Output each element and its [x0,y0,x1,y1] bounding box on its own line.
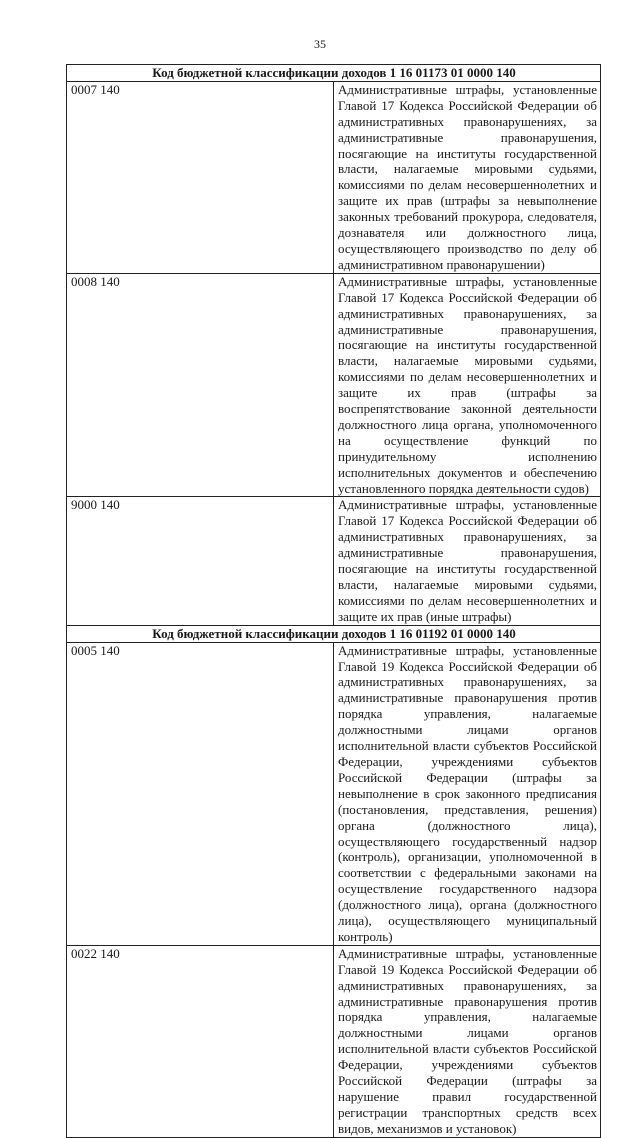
row-description: Административные штрафы, установленные Главой 19 Кодекса Российской Федерации об административных правонарушениях, за административные правонарушения против порядка управления, налагаемые должностными лицами органов исполнительной власти субъектов Российской Федерации, учреждениями субъектов Российской Федерации (штрафы за нарушение правил государственной регистрации транспортных средств всех видов, механизмов и установок) [334,945,601,1137]
row-description: Административные штрафы, установленные Главой 17 Кодекса Российской Федерации об административных правонарушениях, за административные правонарушения, посягающие на институты государственной власти, налагаемые мировыми судьями, комиссиями по делам несовершеннолетних и защите их прав (штрафы за воспрепятствование законной деятельности должностного лица органа, уполномоченного на осуществление функций по принудительному исполнению исполнительных документов и обеспечению установленного порядка деятельности судов) [334,273,601,497]
row-description: Административные штрафы, установленные Главой 17 Кодекса Российской Федерации об административных правонарушениях, за административные правонарушения, посягающие на институты государственной власти, налагаемые мировыми судьями, комиссиями по делам несовершеннолетних и защите их прав (иные штрафы) [334,497,601,625]
section-header-row [67,625,601,642]
section-header-row [67,65,601,82]
table-row [67,945,601,1137]
budget-codes-table [66,64,601,1138]
row-code: 0022 140 [67,945,334,1137]
table-row [67,273,601,497]
row-description: Административные штрафы, установленные Главой 17 Кодекса Российской Федерации об административных правонарушениях, за административные правонарушения, посягающие на институты государственной власти, налагаемые мировыми судьями, комиссиями по делам несовершеннолетних и защите их прав (штрафы за невыполнение законных требований прокурора, следователя, дознавателя или должностного лица, осуществляющего производство по делу об административном правонарушении) [334,81,601,273]
row-code: 9000 140 [67,497,334,625]
row-description: Административные штрафы, установленные Главой 19 Кодекса Российской Федерации об административных правонарушениях, за административные правонарушения против порядка управления, налагаемые должностными лицами органов исполнительной власти субъектов Российской Федерации, учреждениями субъектов Российской Федерации (штрафы за невыполнение в срок законного предписания (постановления, представления, решения) органа (должностного лица), осуществляющего государственный надзор (контроль), организации, уполномоченной в соответствии с федеральными законами на осуществление государственного надзора (должностного лица), органа (должностного лица), осуществляющего муниципальный контроль) [334,642,601,945]
section-header: Код бюджетной классификации доходов 1 16 01192 01 0000 140 [67,625,601,642]
table-row [67,497,601,625]
section-header: Код бюджетной классификации доходов 1 16 01173 01 0000 140 [67,65,601,82]
row-code: 0005 140 [67,642,334,945]
table-row [67,642,601,945]
page-number: 35 [314,37,326,51]
row-code: 0007 140 [67,81,334,273]
row-code: 0008 140 [67,273,334,497]
table-row [67,81,601,273]
